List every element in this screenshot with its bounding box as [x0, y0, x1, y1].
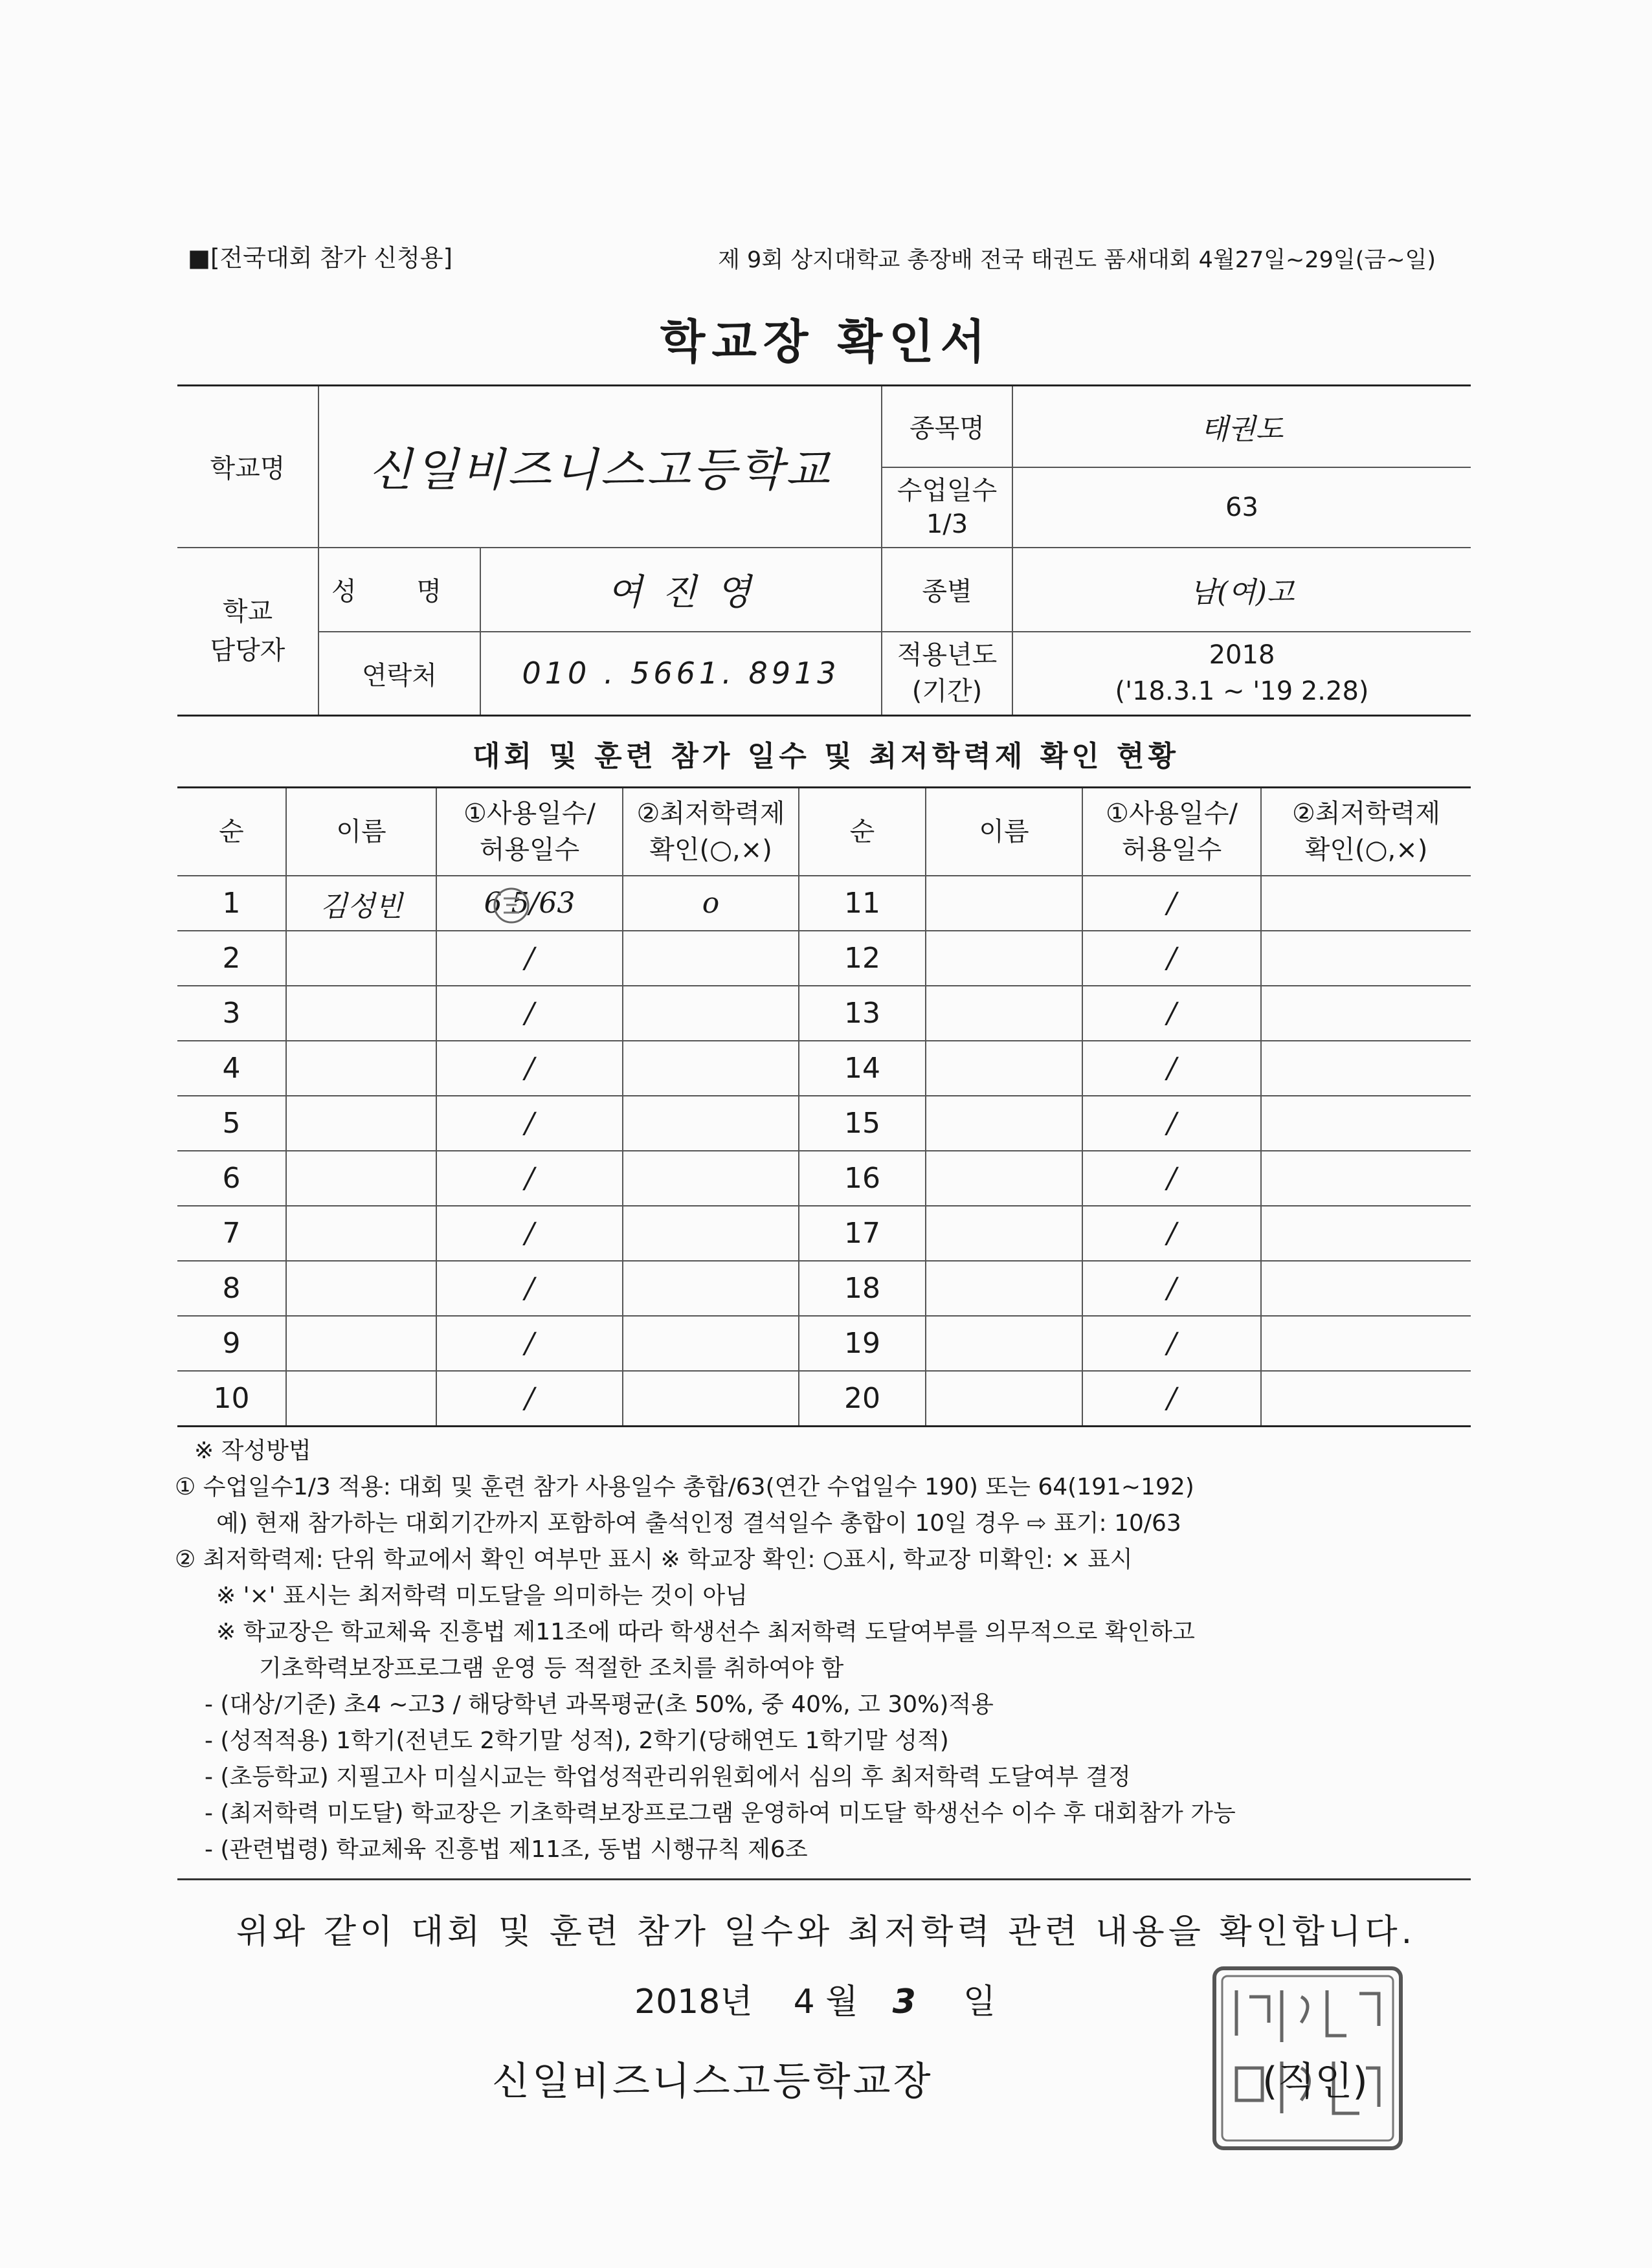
class-days-label [882, 467, 1012, 548]
roster-no: 18 [799, 1261, 926, 1316]
roster-check [1261, 1151, 1471, 1206]
header-days-2: 허용일수 [479, 835, 580, 865]
roster-days: / [1082, 876, 1261, 931]
roster-name [286, 1371, 436, 1427]
note-1-example: 예) 현재 참가하는 대회기간까지 포함하여 출석인정 결석일수 총합이 10일 경우 ⇨ 표기: 10/63 [216, 1510, 1181, 1537]
table-row [177, 1316, 1471, 1371]
roster-days: / [1082, 1371, 1261, 1427]
roster-no: 11 [799, 876, 926, 931]
roster-days: / [436, 1041, 623, 1096]
school-value: 신일비즈니스고등학교 [318, 386, 882, 548]
roster-name [286, 986, 436, 1041]
gender-value: 남(여)고 [1012, 548, 1471, 632]
roster-days: / [1082, 1316, 1261, 1371]
roster-no: 12 [799, 931, 926, 986]
roster-name [926, 1261, 1082, 1316]
roster-name [286, 1206, 436, 1261]
note-dash-2: - (성적적용) 1학기(전년도 2학기말 성적), 2학기(당해연도 1학기말 성적) [205, 1728, 949, 1754]
roster-check [1261, 1316, 1471, 1371]
header-days-b-2: 허용일수 [1121, 835, 1222, 865]
roster-name [926, 876, 1082, 931]
roster-check [1261, 1096, 1471, 1151]
writing-instructions [175, 1433, 1236, 1868]
roster-days: / [436, 1206, 623, 1261]
note-dash-5: - (관련법령) 학교체육 진흥법 제11조, 동법 시행규칙 제6조 [205, 1836, 808, 1863]
roster-no: 8 [177, 1261, 286, 1316]
event-title: 제 9회 상지대학교 총장배 전국 태권도 품새대회 4월27일~29일(금~일) [718, 247, 1436, 273]
roster-check [623, 931, 799, 986]
roster-check: o [623, 876, 799, 931]
year-period: ('18.3.1 ~ '19 2.28) [1115, 676, 1369, 707]
roster-days: / [1082, 1096, 1261, 1151]
roster-name [286, 1041, 436, 1096]
name-value: 여 진 영 [480, 548, 882, 632]
date-month: 4 월 [793, 1983, 858, 2021]
roster-check [623, 1151, 799, 1206]
roster-check [623, 1316, 799, 1371]
roster-name [926, 1316, 1082, 1371]
roster-name [286, 1261, 436, 1316]
note-2-a: ※ '×' 표시는 최저학력 미도달을 의미하는 것이 아님 [216, 1583, 748, 1609]
roster-name: 김성빈 [286, 876, 436, 931]
roster-days: / [436, 1096, 623, 1151]
roster-no: 19 [799, 1316, 926, 1371]
roster-no: 20 [799, 1371, 926, 1427]
roster-title: 대회 및 훈련 참가 일수 및 최저학력제 확인 현황 [472, 740, 1180, 773]
header-name: 이름 [286, 788, 436, 876]
roster-check [1261, 1041, 1471, 1096]
table-row [177, 1096, 1471, 1151]
staff-label-2: 담당자 [210, 636, 285, 666]
roster-table [177, 786, 1471, 1427]
header-check-b-1: ②최저학력제 [1291, 799, 1441, 828]
roster-check [1261, 986, 1471, 1041]
sport-label: 종목명 [882, 386, 1012, 467]
roster-no: 9 [177, 1316, 286, 1371]
notes-heading: ※ 작성방법 [194, 1438, 311, 1464]
roster-name [926, 931, 1082, 986]
roster-name [926, 1371, 1082, 1427]
table-row [177, 1151, 1471, 1206]
roster-check [623, 1096, 799, 1151]
header-days-b [1082, 788, 1261, 876]
table-row [177, 1041, 1471, 1096]
contact-value: 010 . 5661. 8913 [480, 632, 882, 716]
roster-no: 7 [177, 1206, 286, 1261]
year-value [1012, 632, 1471, 716]
date-year: 2018년 [634, 1983, 753, 2021]
roster-days: / [436, 986, 623, 1041]
confirmation-statement: 위와 같이 대회 및 훈련 참가 일수와 최저학력 관련 내용을 확인합니다. [236, 1913, 1416, 1951]
roster-no: 3 [177, 986, 286, 1041]
roster-name [926, 1041, 1082, 1096]
roster-days: / [1082, 931, 1261, 986]
header-check-b-2: 확인(○,×) [1304, 835, 1428, 865]
header-days [436, 788, 623, 876]
roster-days: / [436, 1316, 623, 1371]
header-no-2: 순 [799, 788, 926, 876]
roster-days: / [436, 1151, 623, 1206]
table-row [177, 1206, 1471, 1261]
school-label: 학교명 [177, 386, 318, 548]
roster-days: 6 5/63 [436, 876, 623, 931]
roster-name [926, 1206, 1082, 1261]
roster-days: / [436, 1371, 623, 1427]
table-row [177, 986, 1471, 1041]
year-number: 2018 [1209, 640, 1275, 671]
stamp-mark-icon [492, 883, 531, 928]
note-2: ② 최저학력제: 단위 학교에서 확인 여부만 표시 ※ 학교장 확인: ○표시, 학교장 미확인: × 표시 [175, 1546, 1133, 1573]
date-day-unit: 일 [963, 1983, 996, 2021]
roster-no: 4 [177, 1041, 286, 1096]
roster-no: 17 [799, 1206, 926, 1261]
signing-date [634, 1974, 996, 2023]
roster-check [1261, 876, 1471, 931]
form-type-label: ■[전국대회 참가 신청용] [188, 244, 453, 272]
roster-days: / [1082, 986, 1261, 1041]
header-days-1: ①사용일수/ [463, 799, 596, 828]
name-label: 성 명 [318, 548, 480, 632]
roster-days: / [1082, 1041, 1261, 1096]
roster-name [926, 1096, 1082, 1151]
roster-days: / [436, 1261, 623, 1316]
roster-no: 15 [799, 1096, 926, 1151]
roster-check [623, 1371, 799, 1427]
class-days-label-2: 1/3 [926, 509, 968, 539]
roster-no: 16 [799, 1151, 926, 1206]
roster-check [1261, 1371, 1471, 1427]
roster-name [286, 931, 436, 986]
page-title: 학교장 확인서 [660, 315, 992, 369]
note-1: ① 수업일수1/3 적용: 대회 및 훈련 참가 사용일수 총합/63(연간 수업일수 190) 또는 64(191~192) [175, 1474, 1194, 1500]
roster-check [623, 986, 799, 1041]
roster-no: 6 [177, 1151, 286, 1206]
roster-name [286, 1151, 436, 1206]
roster-no: 10 [177, 1371, 286, 1427]
principal-name: 신일비즈니스고등학교장 [492, 2059, 933, 2104]
table-row [177, 1261, 1471, 1316]
class-days-label-1: 수업일수 [897, 475, 998, 506]
roster-days: / [1082, 1261, 1261, 1316]
roster-check [1261, 931, 1471, 986]
roster-days: / [436, 931, 623, 986]
roster-no: 1 [177, 876, 286, 931]
contact-label: 연락처 [318, 632, 480, 716]
seal-label: (직인) [1262, 2059, 1368, 2104]
table-row [177, 1371, 1471, 1427]
roster-no: 2 [177, 931, 286, 986]
table-row [177, 876, 1471, 931]
date-day: 3 [892, 1983, 916, 2021]
roster-no: 5 [177, 1096, 286, 1151]
divider [177, 1878, 1471, 1880]
header-no: 순 [177, 788, 286, 876]
roster-check [1261, 1206, 1471, 1261]
roster-check [623, 1206, 799, 1261]
info-table [177, 384, 1471, 717]
roster-name [286, 1096, 436, 1151]
year-label-2: (기간) [911, 676, 983, 707]
year-label [882, 632, 1012, 716]
roster-days: / [1082, 1151, 1261, 1206]
sport-value: 태권도 [1012, 386, 1471, 467]
gender-label: 종별 [882, 548, 1012, 632]
header-check-2: 확인(○,×) [649, 835, 772, 865]
header-check-1: ②최저학력제 [636, 799, 785, 828]
roster-name [286, 1316, 436, 1371]
class-days-value: 63 [1012, 467, 1471, 548]
year-label-1: 적용년도 [897, 640, 998, 671]
note-dash-3: - (초등학교) 지필고사 미실시교는 학업성적관리위원회에서 심의 후 최저학력 도달여부 결정 [205, 1764, 1131, 1790]
table-row [177, 931, 1471, 986]
roster-check [623, 1261, 799, 1316]
note-2-c: 기초학력보장프로그램 운영 등 적절한 조치를 취하여야 함 [259, 1655, 844, 1682]
staff-label-1: 학교 [222, 597, 273, 627]
note-2-b: ※ 학교장은 학교체육 진흥법 제11조에 따라 학생선수 최저학력 도달여부를 의무적으로 확인하고 [216, 1619, 1195, 1645]
roster-header-row [177, 788, 1471, 876]
roster-days: / [1082, 1206, 1261, 1261]
header-name-2: 이름 [926, 788, 1082, 876]
roster-no: 13 [799, 986, 926, 1041]
header-check [623, 788, 799, 876]
header-check-b [1261, 788, 1471, 876]
roster-name [926, 1151, 1082, 1206]
staff-label [177, 548, 318, 716]
note-dash-4: - (최저학력 미도달) 학교장은 기초학력보장프로그램 운영하여 미도달 학생선수 이수 후 대회참가 가능 [205, 1800, 1236, 1827]
header-days-b-1: ①사용일수/ [1106, 799, 1238, 828]
roster-name [926, 986, 1082, 1041]
roster-check [1261, 1261, 1471, 1316]
note-dash-1: - (대상/기준) 초4 ~고3 / 해당학년 과목평균(초 50%, 중 40%, 고 30%)적용 [205, 1691, 994, 1718]
roster-check [623, 1041, 799, 1096]
roster-no: 14 [799, 1041, 926, 1096]
